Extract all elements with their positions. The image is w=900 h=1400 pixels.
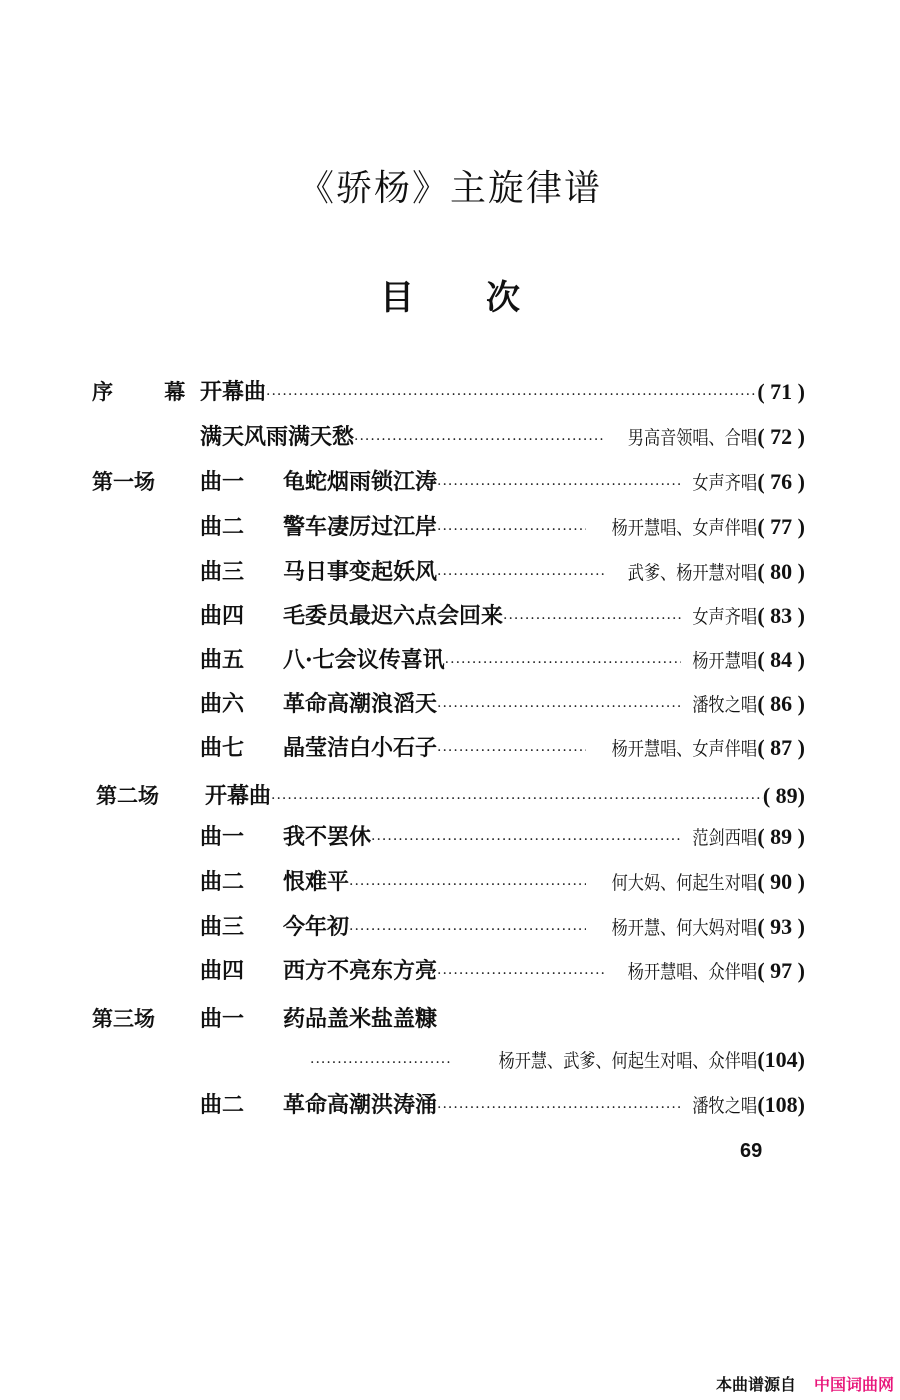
entry-title: 八·七会议传喜讯 — [283, 647, 445, 673]
entry-title: 今年初 — [283, 914, 350, 940]
toc-row — [0, 1043, 900, 1077]
toc-entry — [283, 910, 805, 947]
entry-title: 恨难平 — [283, 869, 350, 895]
dot-leader — [271, 782, 763, 816]
entry-performer: 杨开慧唱、女声伴唱 — [611, 517, 758, 539]
entry-performer: 女声齐唱 — [692, 472, 758, 494]
section-label: 第二场 — [96, 784, 159, 808]
dot-leader — [437, 690, 681, 724]
dot-leader — [437, 734, 586, 768]
dot-leader — [437, 1091, 681, 1125]
toc-entry — [283, 510, 805, 547]
toc-entry — [283, 731, 805, 768]
entry-page: ( 89) — [762, 783, 805, 808]
entry-performer: 女声齐唱 — [692, 606, 758, 628]
entry-page: ( 93 ) — [757, 914, 805, 939]
toc-entry — [283, 954, 805, 991]
page-title: 《骄杨》主旋律谱 — [297, 168, 602, 209]
entry-page: ( 72 ) — [757, 424, 805, 449]
toc-entry — [283, 820, 805, 857]
song-number: 曲二 — [200, 869, 245, 895]
entry-page: ( 84 ) — [757, 647, 805, 672]
entry-performer: 杨开慧唱、众伴唱 — [628, 961, 758, 983]
section-label: 序 幕 — [92, 380, 208, 404]
dot-leader — [437, 468, 681, 502]
toc-heading-char: 次 — [486, 278, 520, 318]
entry-title: 马日事变起妖风 — [283, 559, 438, 585]
song-number: 曲二 — [200, 514, 245, 540]
dot-leader — [349, 868, 586, 902]
entry-title: 晶莹洁白小石子 — [283, 735, 438, 761]
toc-row — [0, 954, 900, 988]
entry-page: (108) — [757, 1092, 805, 1117]
entry-title: 龟蛇烟雨锁江涛 — [283, 469, 438, 495]
song-number: 曲一 — [200, 469, 245, 495]
dot-leader — [437, 558, 605, 592]
entry-page: ( 97 ) — [757, 958, 805, 983]
toc-row — [0, 465, 900, 499]
dot-leader — [437, 513, 586, 547]
song-number: 曲一 — [200, 1006, 245, 1032]
dot-leader — [349, 913, 586, 947]
toc-row — [0, 510, 900, 544]
entry-performer: 武爹、杨开慧对唱 — [628, 562, 758, 584]
toc-entry — [283, 599, 805, 636]
entry-title: 满天风雨满天愁 — [200, 424, 355, 450]
song-number: 曲四 — [200, 603, 245, 629]
dot-leader — [266, 378, 757, 412]
toc-row — [0, 779, 900, 813]
toc-heading-char: 目 — [380, 278, 414, 318]
toc-row — [0, 1088, 900, 1122]
entry-performer: 范剑西唱 — [692, 827, 758, 849]
entry-performer: 潘牧之唱 — [692, 1095, 758, 1117]
entry-title: 革命高潮洪涛涌 — [283, 1092, 438, 1118]
toc-entry — [283, 555, 805, 592]
toc-row — [0, 687, 900, 721]
entry-title: 药品盖米盐盖糠 — [283, 1006, 438, 1032]
entry-page: ( 71 ) — [757, 379, 805, 404]
entry-page: ( 83 ) — [757, 603, 805, 628]
toc-entry — [310, 1043, 805, 1080]
entry-performer: 杨开慧、何大妈对唱 — [611, 917, 758, 939]
entry-page: ( 89 ) — [757, 824, 805, 849]
toc-entry — [205, 779, 805, 816]
entry-page: ( 76 ) — [757, 469, 805, 494]
entry-performer: 何大妈、何起生对唱 — [611, 872, 758, 894]
entry-performer: 杨开慧唱 — [692, 650, 758, 672]
watermark-source-label: 本曲谱源自 — [715, 1375, 796, 1394]
dot-leader — [503, 602, 681, 636]
dot-leader — [310, 1046, 453, 1080]
entry-page: (104) — [757, 1047, 805, 1072]
entry-title: 革命高潮浪滔天 — [283, 691, 438, 717]
dot-leader — [354, 423, 605, 457]
dot-leader — [437, 957, 605, 991]
toc-heading — [0, 270, 900, 319]
entry-performer: 男高音领唱、合唱 — [628, 427, 758, 449]
song-number: 曲二 — [200, 1092, 245, 1118]
entry-performer: 杨开慧唱、女声伴唱 — [611, 738, 758, 760]
entry-page: ( 77 ) — [757, 514, 805, 539]
watermark — [716, 1372, 894, 1395]
entry-title: 毛委员最迟六点会回来 — [283, 603, 504, 629]
entry-page: ( 90 ) — [757, 869, 805, 894]
watermark-site-link[interactable]: 中国词曲网 — [813, 1375, 894, 1394]
song-number: 曲三 — [200, 914, 245, 940]
toc-row — [0, 555, 900, 589]
song-number: 曲五 — [200, 647, 245, 673]
toc-row — [0, 865, 900, 899]
song-number: 曲一 — [200, 824, 245, 850]
toc-entry — [283, 465, 805, 502]
toc-row — [0, 375, 900, 409]
song-number: 曲四 — [200, 958, 245, 984]
entry-page: ( 87 ) — [757, 735, 805, 760]
toc-row — [0, 599, 900, 633]
toc-row — [0, 643, 900, 677]
toc-row — [0, 910, 900, 944]
entry-title: 西方不亮东方亮 — [283, 958, 438, 984]
toc-row — [0, 1002, 900, 1036]
toc-entry — [283, 865, 805, 902]
page-number: 69 — [740, 1140, 763, 1162]
toc-entry — [283, 687, 805, 724]
entry-title: 我不罢休 — [283, 824, 372, 850]
section-label: 第三场 — [92, 1007, 155, 1031]
entry-performer: 潘牧之唱 — [692, 694, 758, 716]
entry-title: 开幕曲 — [200, 379, 267, 405]
entry-page: ( 80 ) — [757, 559, 805, 584]
section-label: 第一场 — [92, 470, 155, 494]
toc-entry — [200, 375, 805, 412]
entry-page: ( 86 ) — [757, 691, 805, 716]
song-number: 曲三 — [200, 559, 245, 585]
entry-title: 警车凄厉过江岸 — [283, 514, 438, 540]
song-number: 曲七 — [200, 735, 245, 761]
toc-entry — [283, 1088, 805, 1125]
toc-row — [0, 820, 900, 854]
entry-performer: 杨开慧、武爹、何起生对唱、众伴唱 — [498, 1050, 758, 1072]
toc-entry — [283, 643, 805, 680]
toc-row — [0, 731, 900, 765]
entry-title: 开幕曲 — [205, 783, 272, 809]
dot-leader — [371, 823, 681, 857]
toc-entry — [200, 420, 805, 457]
toc-row — [0, 420, 900, 454]
song-number: 曲六 — [200, 691, 245, 717]
dot-leader — [445, 646, 682, 680]
